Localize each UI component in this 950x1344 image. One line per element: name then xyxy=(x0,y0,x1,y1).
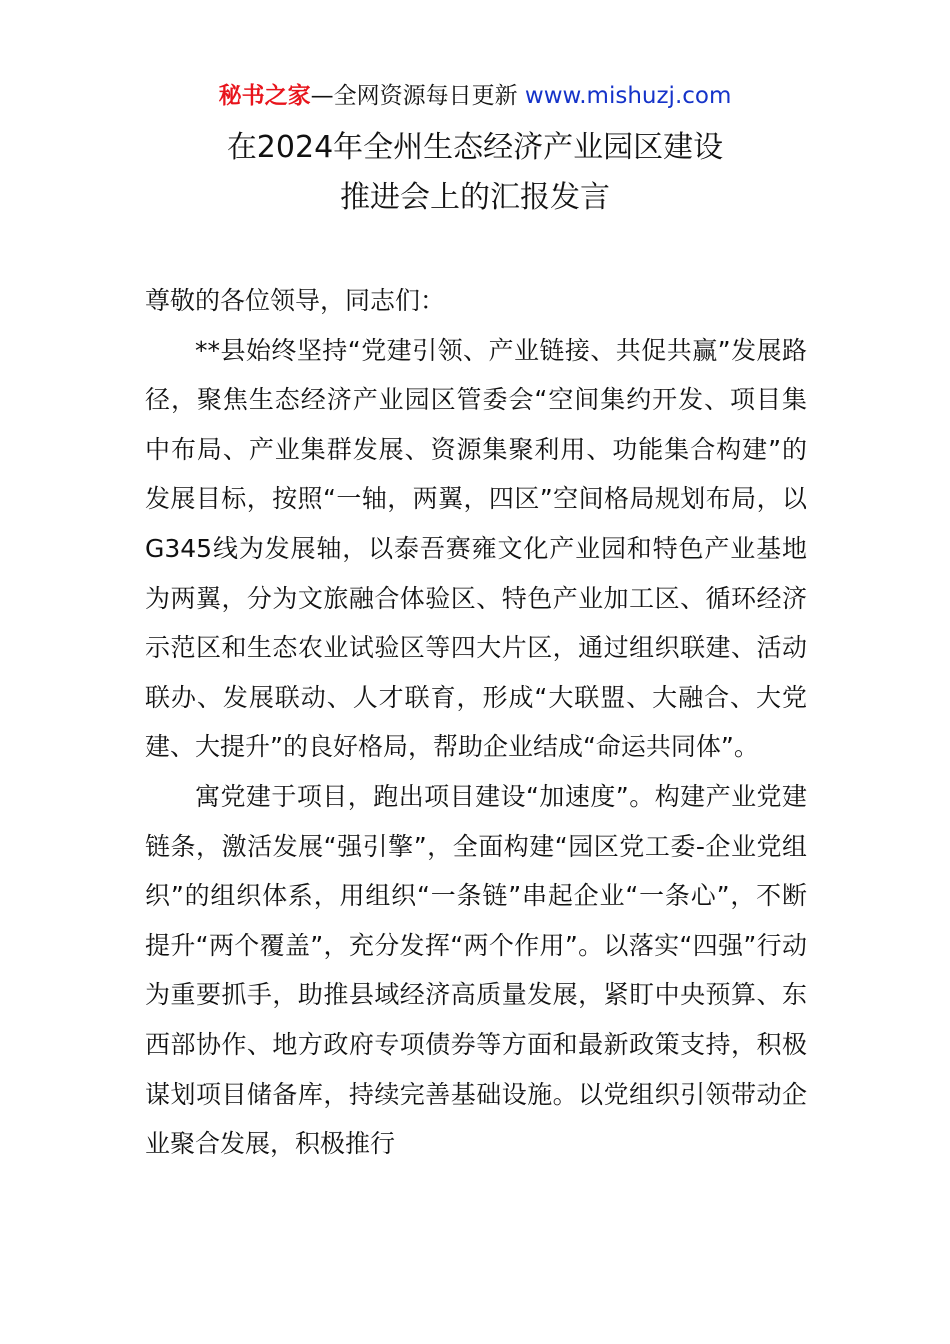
banner-dash: — xyxy=(310,83,334,109)
salutation: 尊敬的各位领导，同志们： xyxy=(145,286,446,315)
paragraph-1: **县始终坚持“党建引领、产业链接、共促共赢”发展路径，聚焦生态经济产业园区管委会“空间集约开发、项目集中布局、产业集群发展、资源集聚利用、功能集合构建”的发展目标，按照“一轴，两翼，四区”空间格局规划布局，以G345线为发展轴，以泰吾赛雍文化产业园和特色产业基地为两翼，分为文旅融合体验区、特色产业加工区、循环经济示范区和生态农业试验区等四大片区，通过组织联建、活动联办、发展联动、人才联育，形成“大联盟、大融合、大党建、大提升”的良好格局，帮助企业结成“命运共同体”。 xyxy=(145,335,807,762)
paragraph-2-rest: 构建产业党建链条，激活发展“强引擎”，全面构建“园区党工委-企业党组织”的组织体系，用组织“一条链”串起企业“一条心”，不断提升“两个覆盖”，充分发挥“两个作用”。以落实“四强”行动为重要抓手，助推县域经济高质量发展，紧盯中央预算、东西部协作、地方政府专项债券等方面和最新政策支持，积极谋划项目储备库，持续完善基础设施。以党组织引领带动企业聚合发展，积极推行 xyxy=(145,781,807,1159)
document-title-line-2: 推进会上的汇报发言 xyxy=(340,180,610,215)
paragraph-2-lead: 寓党建于项目，跑出项目建设“加速度”。 xyxy=(195,781,655,811)
banner-brand: 秘书之家 xyxy=(218,83,311,109)
banner-url-link[interactable]: www.mishuzj.com xyxy=(524,83,732,109)
document-body xyxy=(145,276,807,1169)
document-title-line-1: 在2024年全州生态经济产业园区建设 xyxy=(226,130,724,165)
banner-slogan: 全网资源每日更新 xyxy=(333,83,518,109)
paragraph-2 xyxy=(145,772,807,1169)
site-banner xyxy=(0,80,950,112)
